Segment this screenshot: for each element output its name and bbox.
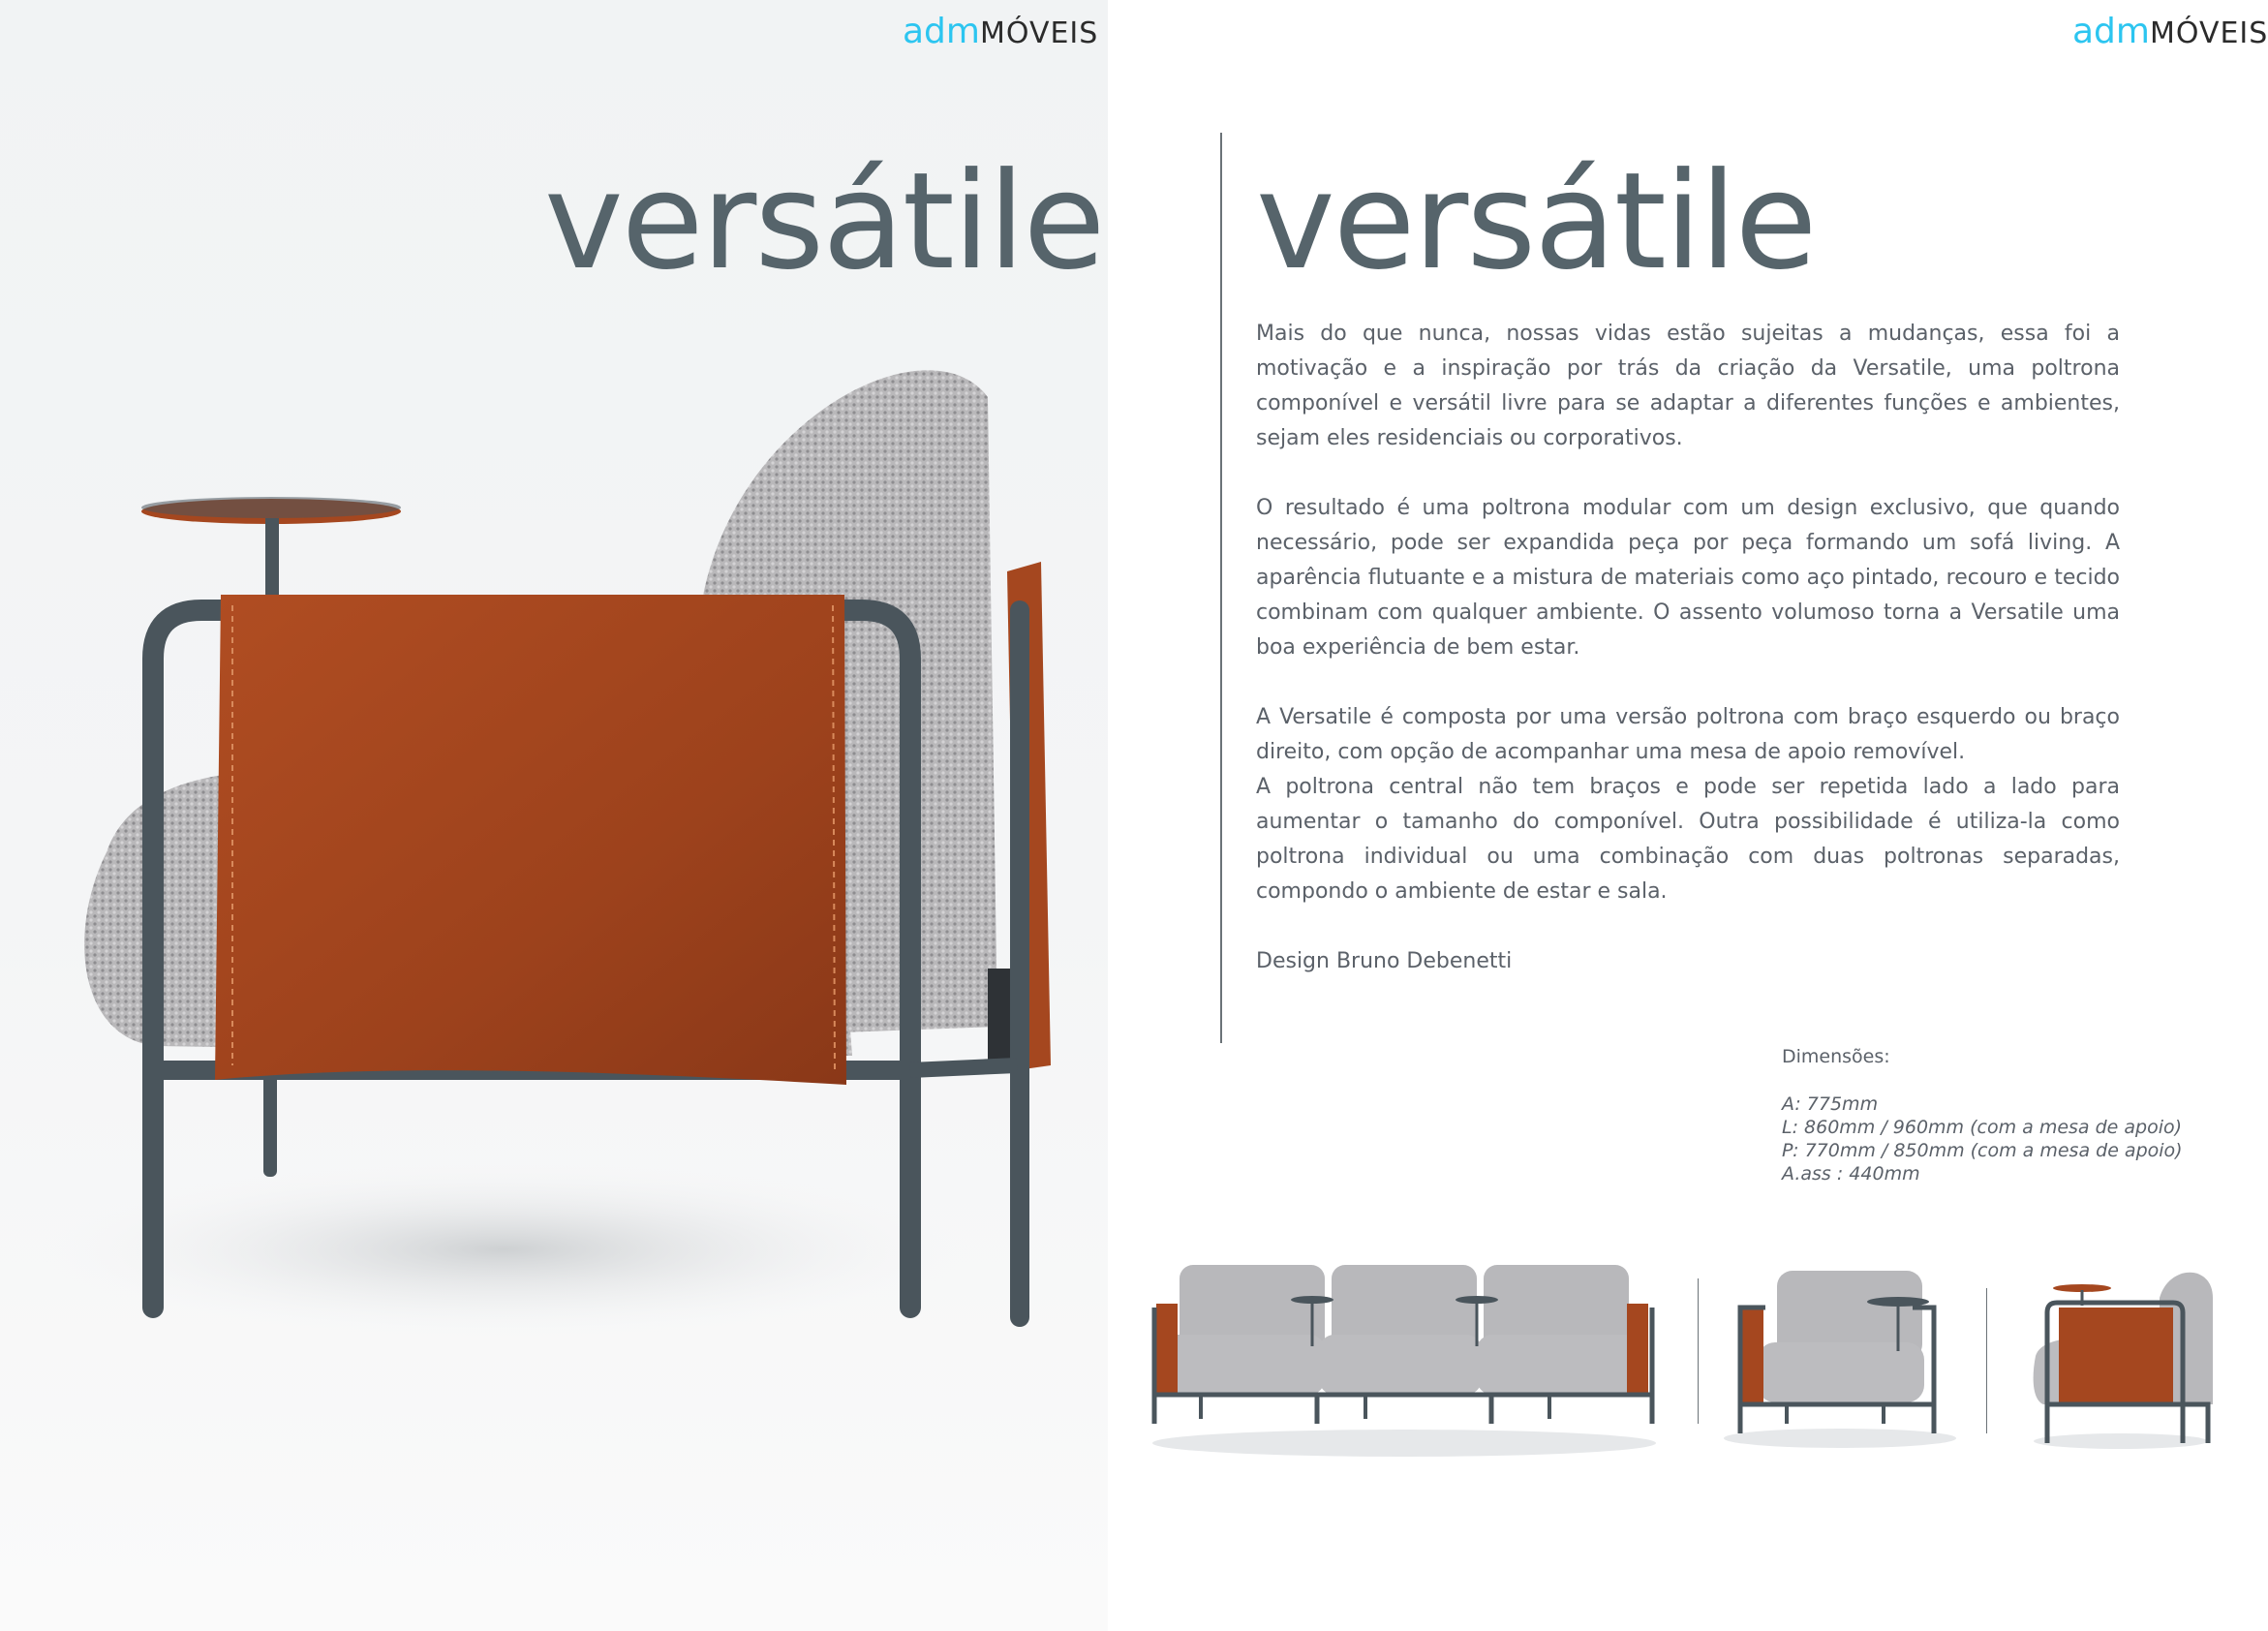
designer-credit: Design Bruno Debenetti — [1256, 949, 1513, 973]
left-page — [0, 0, 1108, 1631]
paragraph-4: A poltrona central não tem braços e pode ser repetida lado a lado para aumentar o tamanho do componível. Outra possibilidade é utiliza-la como poltrona individual ou uma combinação com duas poltronas separadas, compondo o ambiente de estar e sala. — [1256, 775, 2120, 904]
dimension-depth: P: 770mm / 850mm (com a mesa de apoio) — [1782, 1140, 2183, 1161]
page-title-left: versátile — [544, 143, 1104, 299]
paragraph-3: A Versatile é composta por uma versão poltrona com braço esquerdo ou braço direito, com opção de acompanhar uma mesa de apoio removível. — [1256, 705, 2120, 764]
paragraph-1: Mais do que nunca, nossas vidas estão sujeitas a mudanças, essa foi a motivação e a inspiração por trás da criação da Versatile, uma poltrona componível e versátil livre para se adaptar a diferentes funções e ambientes, sejam eles residenciais ou corporativos. — [1256, 322, 2120, 450]
dimension-height: A: 775mm — [1782, 1093, 1879, 1115]
dimensions-block — [1782, 1046, 2183, 1185]
brand-logo-left: admMÓVEIS — [903, 12, 1099, 51]
dimension-seat-height: A.ass : 440mm — [1782, 1163, 1920, 1185]
armchair-front-thumbnail — [1719, 1259, 1961, 1453]
thumbnail-divider-2 — [1986, 1288, 1987, 1433]
vertical-divider — [1220, 133, 1222, 1043]
sofa-three-seat-thumbnail — [1143, 1249, 1666, 1472]
brand-logo-right: admMÓVEIS — [2072, 12, 2268, 51]
dimensions-title: Dimensões: — [1782, 1046, 1890, 1067]
thumbnail-divider-1 — [1698, 1278, 1699, 1424]
description-text — [1256, 317, 2120, 1014]
armchair-side-thumbnail — [2024, 1259, 2218, 1453]
paragraph-2: O resultado é uma poltrona modular com um design exclusivo, que quando necessário, pode ser expandida peça por peça formando um sofá living. A aparência flutuante e a mistura de materiais como aço pintado, recouro e tecido combinam com qualquer ambiente. O assento volumoso torna a Versatile uma boa experiência de bem estar. — [1256, 496, 2120, 660]
dimension-width: L: 860mm / 960mm (com a mesa de apoio) — [1782, 1117, 2183, 1138]
armchair-hero-image — [0, 0, 1108, 1631]
page-title-right: versátile — [1256, 143, 1816, 299]
